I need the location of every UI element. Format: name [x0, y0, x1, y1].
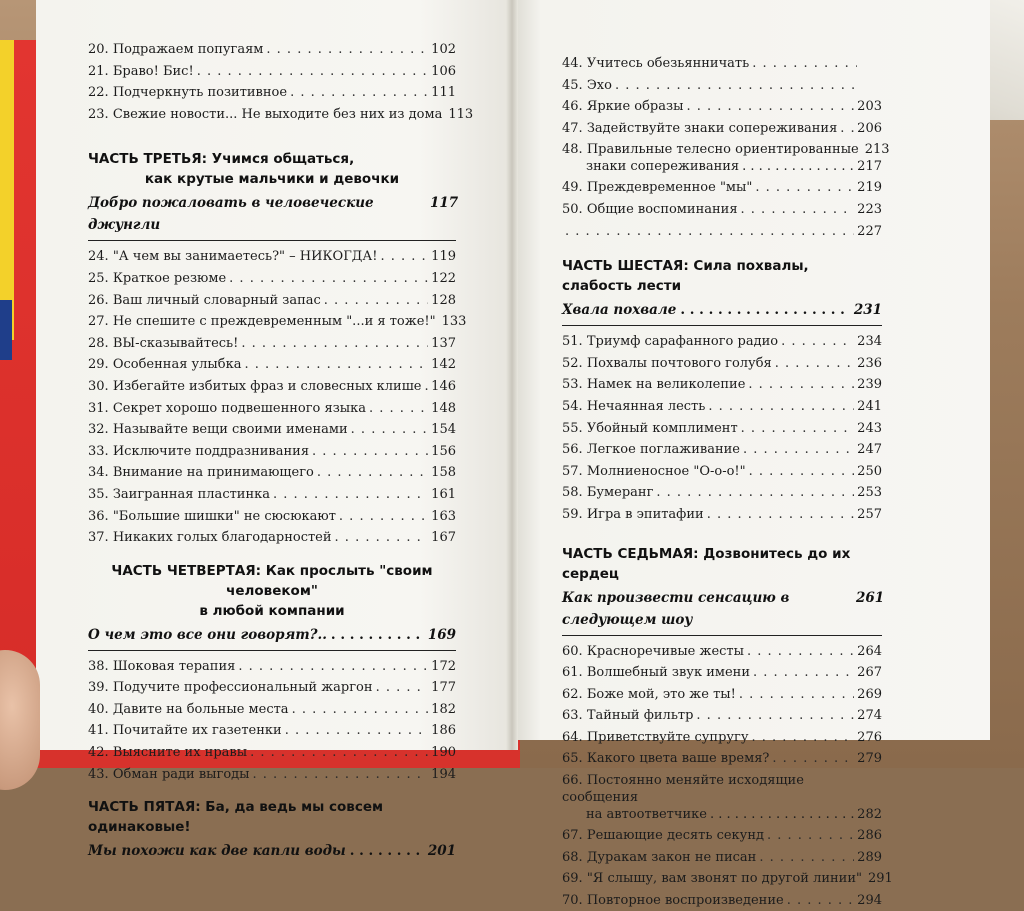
entry-number: 20. — [88, 42, 109, 57]
toc-entry — [562, 374, 882, 396]
entry-page: 186 — [431, 723, 456, 739]
toc-entry — [562, 482, 882, 504]
toc-entry — [562, 199, 882, 221]
leader-dots — [686, 96, 854, 118]
leader-dots — [324, 290, 428, 312]
entry-page: 250 — [857, 463, 882, 479]
part7-entries-after — [562, 825, 893, 911]
entry-title: Выясните их нравы — [112, 745, 248, 761]
entry-page: 239 — [857, 377, 882, 393]
entry-number: 28. — [88, 335, 109, 351]
right-toc-column — [562, 53, 893, 911]
part3-entries — [88, 246, 467, 548]
entry-page: 243 — [857, 420, 882, 436]
entry-page: 146 — [431, 378, 456, 394]
entry-number: 44. — [562, 56, 583, 71]
part4-entries — [88, 656, 456, 786]
entry-title: Внимание на принимающего — [112, 465, 314, 481]
entry-number: 30. — [88, 378, 109, 394]
leader-dots — [229, 268, 428, 290]
toc-entry — [88, 333, 456, 355]
entry-66: 66. Постоянно меняйте исходящие сообщения на автоответчике . . . 282 — [562, 772, 882, 823]
leader-dots — [241, 333, 428, 355]
entry-number: 62. — [562, 686, 583, 702]
leader-dots — [369, 398, 428, 420]
part7-title — [562, 544, 882, 584]
leader-dots — [376, 677, 429, 699]
toc-entry — [88, 699, 456, 721]
entry-page: 223 — [857, 201, 882, 217]
leader-dots — [741, 418, 855, 440]
toc-entry — [88, 419, 456, 441]
entry-title: Учитесь обезьянничать — [586, 56, 750, 71]
entry-number: 69. — [562, 871, 583, 887]
toc-entry — [562, 96, 882, 118]
entry-number: 46. — [562, 99, 583, 115]
entry-page: 106 — [431, 63, 456, 79]
entry-page: 279 — [857, 751, 882, 767]
part7-chapter — [562, 587, 885, 636]
entry-page: 111 — [431, 85, 456, 101]
entry-number: 61. — [562, 665, 583, 681]
toc-entry — [88, 441, 456, 463]
toc-entry — [88, 506, 456, 528]
entry-number: 55. — [562, 420, 583, 436]
entry-title: Общие воспоминания — [586, 201, 738, 217]
chapter-page: 261 — [856, 589, 885, 606]
entry-title: Повторное воспроизведение — [586, 892, 784, 908]
toc-entry — [88, 39, 456, 61]
toc-entry — [562, 705, 882, 727]
entry-page: 158 — [431, 465, 456, 481]
entry-title: "А чем вы занимаетесь?" – НИКОГДА! — [112, 249, 378, 265]
chapter-title: О чем это все они говорят?.. — [88, 626, 327, 643]
entry-title: ВЫ-сказывайтесь! — [112, 335, 239, 351]
leader-dots — [772, 748, 854, 770]
entry-page: 156 — [431, 443, 456, 459]
entry-page: 291 — [868, 871, 893, 887]
entry-title: Похвалы почтового голубя — [586, 355, 772, 371]
leader-dots — [748, 374, 854, 396]
leader-dots — [253, 764, 429, 786]
leader-dots — [285, 720, 428, 742]
entry-page: 234 — [857, 334, 882, 350]
entry-title: Эхо — [586, 77, 612, 93]
leader-dots — [250, 742, 428, 764]
left-top-entries — [88, 39, 474, 125]
leader-dots — [781, 331, 854, 353]
entry-number: 50. — [562, 201, 583, 217]
leader-dots — [317, 462, 428, 484]
entry-page: 102 — [431, 42, 456, 57]
entry-number: 40. — [88, 701, 109, 717]
entry-title: "Большие шишки" не сюсюкают — [112, 508, 336, 524]
toc-entry — [562, 331, 882, 353]
entry-page: 133 — [441, 314, 467, 330]
entry-page: 128 — [431, 292, 456, 308]
entry-title: Дуракам закон не писан — [586, 849, 757, 865]
leader-dots — [197, 61, 428, 83]
entry-number: 45. — [562, 77, 583, 93]
entry-number: 58. — [562, 485, 583, 501]
entry-page: 154 — [431, 422, 456, 438]
leader-dots — [840, 118, 854, 140]
part3-title — [88, 149, 456, 189]
entry-number: 35. — [88, 486, 109, 502]
entry-page: 267 — [857, 665, 882, 681]
toc-entry — [562, 118, 882, 140]
toc-entry — [562, 890, 882, 911]
leader-dots — [775, 353, 854, 375]
entry-title: Избегайте избитых фраз и словесных клише — [112, 378, 422, 394]
toc-entry — [562, 847, 882, 869]
chapter-page: 201 — [427, 843, 456, 860]
toc-entry — [562, 418, 882, 440]
toc-entry — [88, 354, 456, 376]
entry-number: 63. — [562, 708, 583, 724]
leader-dots — [755, 177, 854, 199]
entry-page: 182 — [431, 701, 456, 717]
toc-entry — [562, 825, 882, 847]
entry-page: 177 — [431, 680, 456, 696]
entry-page: 206 — [857, 120, 882, 136]
entry-title: Подучите профессиональный жаргон — [112, 680, 373, 696]
entry-number: 51. — [562, 334, 583, 350]
entry-title: Преждевременное "мы" — [586, 180, 753, 196]
entry-title: Боже мой, это же ты! — [586, 686, 736, 702]
toc-entry — [88, 742, 456, 764]
leader-dots — [312, 441, 428, 463]
toc-entry — [562, 75, 882, 97]
entry-page: 148 — [431, 400, 456, 416]
entry-page: 122 — [431, 270, 456, 286]
entry-number: 54. — [562, 398, 583, 414]
toc-entry — [88, 290, 456, 312]
entry-page: 236 — [857, 355, 882, 371]
toc-entry — [88, 527, 456, 549]
entry-title: Игра в эпитафии — [586, 506, 704, 522]
toc-entry — [88, 484, 456, 506]
entry-title: Задействуйте знаки сопереживания — [586, 120, 838, 136]
entry-title: Молниеносное "О-о-о!" — [586, 463, 746, 479]
leader-dots — [656, 482, 854, 504]
chapter-title: Добро пожаловать в человеческие джунгли — [88, 195, 374, 234]
toc-entry — [562, 439, 882, 461]
toc-entry — [562, 662, 882, 684]
entry-number: 60. — [562, 643, 583, 659]
toc-entry — [562, 177, 882, 199]
left-toc-column — [88, 39, 474, 871]
entry-page: 241 — [857, 398, 882, 414]
entry-number: 29. — [88, 357, 109, 373]
leader-dots — [380, 246, 428, 268]
toc-entry — [562, 53, 882, 75]
entry-title: Красноречивые жесты — [586, 643, 744, 659]
entry-page: 264 — [857, 643, 882, 659]
entry-number: 57. — [562, 463, 583, 479]
part3-title-line2: как крутые мальчики и девочки — [144, 171, 400, 188]
part6-title-line1: ЧАСТЬ ШЕСТАЯ: Сила похвалы, слабость лести — [562, 258, 809, 295]
entry-title: Заигранная пластинка — [112, 486, 270, 502]
entry-number: 32. — [88, 422, 109, 438]
toc-entry — [562, 504, 882, 526]
toc-entry — [562, 748, 882, 770]
part5-title — [88, 797, 456, 837]
leader-dots — [741, 199, 855, 221]
entry-page: 137 — [431, 335, 456, 351]
entry-title: Намек на великолепие — [586, 377, 746, 393]
entry-number: 27. — [88, 314, 109, 330]
entry-page: 294 — [857, 892, 882, 908]
chapter-title: Хвала похвале — [562, 302, 677, 319]
toc-entry — [562, 868, 893, 890]
leader-dots — [752, 727, 855, 749]
entry-title: Называйте вещи своими именами — [112, 422, 348, 438]
toc-entry — [88, 462, 456, 484]
entry-page: 289 — [857, 849, 882, 865]
leader-dots — [273, 484, 428, 506]
entry-title: Убойный комплимент — [586, 420, 738, 436]
entry-page: 253 — [857, 485, 882, 501]
entry-title: Волшебный звук имени — [586, 665, 750, 681]
toc-entry — [88, 398, 456, 420]
extra-page-entry: . . . 227 — [562, 221, 882, 243]
entry-title: Почитайте их газетенки — [112, 723, 282, 739]
leader-dots — [244, 354, 428, 376]
leader-dots — [708, 396, 854, 418]
entry-number: 49. — [562, 180, 583, 196]
toc-entry — [88, 764, 456, 786]
entry-page: 274 — [857, 708, 882, 724]
entry-title: Не спешите с преждевременным "...и я тоже!" — [112, 314, 436, 330]
entry-number: 31. — [88, 400, 109, 416]
entry-title: Бумеранг — [586, 485, 654, 501]
chapter-page: 231 — [853, 302, 882, 319]
entry-title: Подчеркнуть позитивное — [112, 85, 288, 101]
entry-page: 190 — [431, 745, 456, 761]
toc-entry — [88, 61, 456, 83]
toc-entry — [562, 684, 882, 706]
entry-number: 42. — [88, 745, 109, 761]
cover-blue-stripe — [0, 300, 12, 360]
part3-title-line1: ЧАСТЬ ТРЕТЬЯ: Учимся общаться, — [88, 151, 355, 168]
entry-title: Браво! Бис! — [112, 63, 194, 79]
entry-title: Приветствуйте супругу — [586, 729, 749, 745]
entry-title: Исключите поддразнивания — [112, 443, 310, 459]
leader-dots — [266, 39, 428, 61]
entry-number: 53. — [562, 377, 583, 393]
toc-entry — [88, 656, 456, 678]
part6-entries — [562, 331, 882, 525]
entry-title: Обман ради выгоды — [112, 766, 250, 782]
toc-entry — [562, 727, 882, 749]
entry-page: 167 — [431, 530, 456, 546]
entry-page: 247 — [857, 442, 882, 458]
entry-title: Подражаем попугаям — [112, 42, 264, 57]
toc-entry — [562, 396, 882, 418]
entry-page: 286 — [857, 828, 882, 844]
leader-dots — [752, 53, 857, 75]
entry-number: 37. — [88, 530, 109, 546]
cover-yellow-stripe — [0, 40, 14, 340]
entry-page: 219 — [857, 180, 882, 196]
entry-number: 67. — [562, 828, 583, 844]
entry-number: 68. — [562, 849, 583, 865]
part7-title-line1: ЧАСТЬ СЕДЬМАЯ: Дозвонитесь до их сердец — [562, 545, 851, 582]
part4-title-line1: ЧАСТЬ ЧЕТВЕРТАЯ: Как прослыть "своим человеком" — [111, 562, 433, 599]
entry-number: 56. — [562, 442, 583, 458]
toc-entry — [88, 82, 456, 104]
leader-dots — [743, 439, 854, 461]
entry-title: Свежие новости... Не выходите без них из дома — [112, 106, 443, 122]
leader-dots — [615, 75, 857, 97]
leader-dots — [707, 504, 854, 526]
leader-dots — [238, 656, 428, 678]
entry-number: 23. — [88, 106, 109, 122]
entry-number: 22. — [88, 85, 109, 101]
entry-number: 34. — [88, 465, 109, 481]
leader-dots — [749, 461, 855, 483]
entry-page: 119 — [431, 249, 456, 265]
entry-page: 269 — [857, 686, 882, 702]
entry-page: 113 — [448, 106, 474, 122]
entry-title: Ваш личный словарный запас — [112, 292, 321, 308]
toc-entry — [88, 104, 474, 126]
entry-number: 21. — [88, 63, 109, 79]
entry-title: Решающие десять секунд — [586, 828, 764, 844]
entry-title: Тайный фильтр — [586, 708, 694, 724]
entry-page: 161 — [431, 486, 456, 502]
toc-entry — [88, 376, 456, 398]
leader-dots — [759, 847, 854, 869]
entry-number: 47. — [562, 120, 583, 136]
book-gutter — [506, 0, 518, 750]
toc-entry — [88, 311, 467, 333]
leader-dots — [292, 699, 429, 721]
entry-number: 59. — [562, 506, 583, 522]
leader-dots — [351, 419, 429, 441]
entry-page: 163 — [431, 508, 456, 524]
entry-number: 65. — [562, 751, 583, 767]
entry-number: 70. — [562, 892, 583, 908]
entry-number: 24. — [88, 249, 109, 265]
leader-dots — [335, 527, 429, 549]
entry-title: Легкое поглаживание — [586, 442, 740, 458]
leader-dots — [696, 705, 854, 727]
toc-entry — [88, 268, 456, 290]
entry-title: "Я слышу, вам звонят по другой линии" — [586, 871, 862, 887]
part3-chapter — [88, 192, 459, 241]
right-mid-entries — [562, 177, 882, 220]
toc-entry — [88, 246, 456, 268]
entry-number: 41. — [88, 723, 109, 739]
leader-dots — [747, 641, 854, 663]
entry-number: 64. — [562, 729, 583, 745]
toc-entry — [88, 677, 456, 699]
entry-page: 172 — [431, 658, 456, 674]
chapter-page: 117 — [430, 195, 459, 212]
entry-page: 257 — [857, 506, 882, 522]
entry-title: Нечаянная лесть — [586, 398, 706, 414]
entry-title: Краткое резюме — [112, 270, 227, 286]
leader-dots — [339, 506, 428, 528]
entry-number: 25. — [88, 270, 109, 286]
part6-title — [562, 256, 882, 296]
toc-entry — [562, 353, 882, 375]
entry-title: Секрет хорошо подвешенного языка — [112, 400, 367, 416]
leader-dots — [787, 890, 854, 911]
entry-number: 39. — [88, 680, 109, 696]
leader-dots — [739, 684, 854, 706]
entry-page: 276 — [857, 729, 882, 745]
entry-page: 203 — [857, 99, 882, 115]
leader-dots — [425, 376, 429, 398]
entry-number: 26. — [88, 292, 109, 308]
entry-title: Никаких голых благодарностей — [112, 530, 332, 546]
entry-48: 48. Правильные телесно ориентированные 213 знаки сопереживания . . . 217 — [562, 141, 882, 175]
part4-title-line2: в любой компании — [199, 602, 345, 619]
entry-page: 142 — [431, 357, 456, 373]
entry-title: Какого цвета ваше время? — [586, 751, 770, 767]
entry-number: 36. — [88, 508, 109, 524]
entry-page: 194 — [431, 766, 456, 782]
toc-entry — [88, 720, 456, 742]
chapter-title: Как произвести сенсацию в следующем шоу — [562, 589, 790, 628]
leader-dots — [290, 82, 428, 104]
entry-number: 52. — [562, 355, 583, 371]
entry-title: Триумф сарафанного радио — [586, 334, 779, 350]
leader-dots — [767, 825, 854, 847]
part7-entries — [562, 641, 882, 771]
entry-title: Шоковая терапия — [112, 658, 236, 674]
part5-title-line1: ЧАСТЬ ПЯТАЯ: Ба, да ведь мы совсем одинаковые! — [88, 799, 384, 836]
part6-chapter — [562, 299, 882, 326]
chapter-title: Мы похожи как две капли воды — [88, 843, 346, 860]
toc-entry — [562, 641, 882, 663]
entry-number: 43. — [88, 766, 109, 782]
entry-title: Особенная улыбка — [112, 357, 242, 373]
toc-entry — [562, 461, 882, 483]
part4-title — [88, 561, 456, 621]
part5-chapter — [88, 840, 456, 866]
entry-number: 33. — [88, 443, 109, 459]
right-top-entries — [562, 53, 882, 139]
part4-chapter — [88, 624, 456, 651]
entry-number: 38. — [88, 658, 109, 674]
thumb — [0, 650, 40, 790]
entry-title: Давите на больные места — [112, 701, 289, 717]
chapter-page: 169 — [427, 626, 456, 643]
leader-dots — [753, 662, 854, 684]
entry-title: Яркие образы — [586, 99, 684, 115]
